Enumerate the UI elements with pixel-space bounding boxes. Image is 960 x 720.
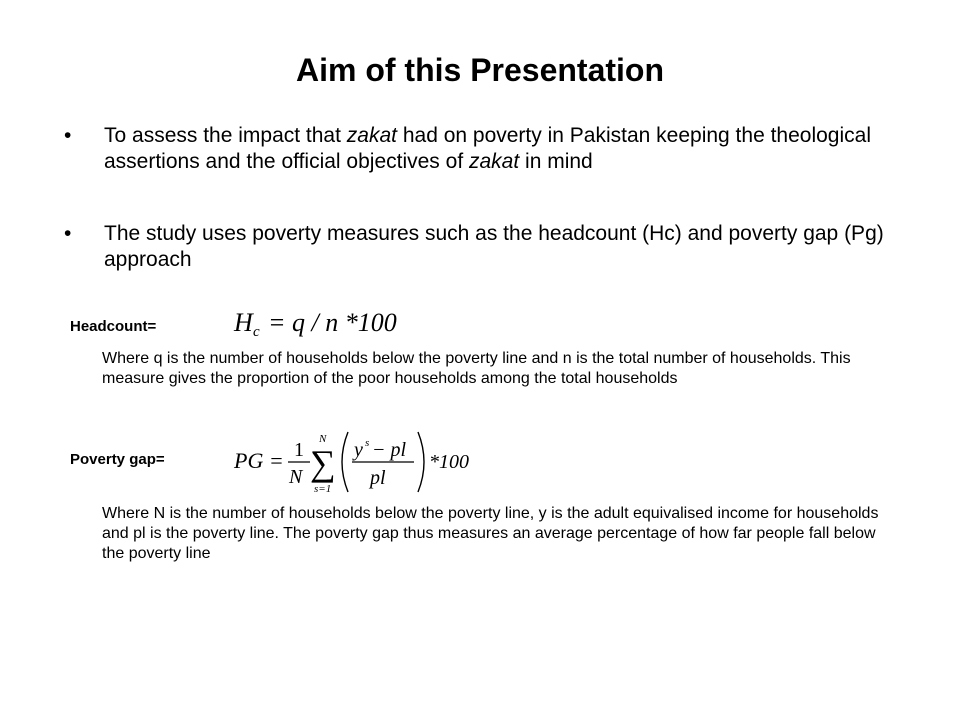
right-paren-icon xyxy=(418,432,424,492)
sigma-icon: ∑ xyxy=(310,443,336,483)
page-title: Aim of this Presentation xyxy=(295,52,665,88)
formula-lhs: H xyxy=(234,308,253,337)
poverty-gap-formula xyxy=(232,428,482,498)
inner-numerator-superscript: s xyxy=(365,437,370,449)
inner-denominator: pl xyxy=(370,467,386,489)
bullet-emphasis: zakat xyxy=(346,124,397,147)
headcount-formula xyxy=(232,304,402,338)
bullet-text: The study uses poverty measures such as the headcount (Hc) and poverty gap (Pg) approach xyxy=(104,222,884,271)
bullet-text-part: had on poverty in Pakistan keeping the theological assertions and the official objectives of xyxy=(104,124,871,173)
poverty-gap-description: Where N is the number of households below the poverty line, y is the adult equivalised income for households and pl is the poverty line. The poverty gap thus measures an average percentage of how far people fall below the poverty line xyxy=(102,505,879,562)
formula-subscript: c xyxy=(253,324,260,338)
bullet-text-part: To assess the impact that xyxy=(104,124,347,147)
bullet-marker: • xyxy=(64,222,72,245)
bullet-text-part: in mind xyxy=(519,150,593,173)
bullet-item-2 xyxy=(64,221,920,273)
sum-upper-limit: N xyxy=(319,433,327,445)
bullet-emphasis: zakat xyxy=(469,150,520,173)
inner-numerator-base: y xyxy=(354,439,363,461)
formula-rhs: = q / n *100 xyxy=(268,308,397,337)
bullet-text xyxy=(104,123,920,175)
bullet-marker: • xyxy=(64,124,72,147)
formula-fraction-numerator: 1 xyxy=(294,439,304,461)
bullet-item-1 xyxy=(64,123,920,175)
formula-tail: *100 xyxy=(429,451,469,473)
formula-lhs: PG = xyxy=(234,448,284,473)
sum-lower-limit: s=1 xyxy=(314,483,332,495)
headcount-description: Where q is the number of households below the poverty line and n is the total number of households. This measure gives the proportion of the poor households among the total households xyxy=(102,350,851,387)
poverty-gap-label: Poverty gap= xyxy=(70,451,165,468)
inner-numerator-rest: − pl xyxy=(372,439,407,461)
left-paren-icon xyxy=(342,432,348,492)
formula-fraction-denominator: N xyxy=(289,466,303,488)
headcount-label: Headcount= xyxy=(70,318,157,335)
